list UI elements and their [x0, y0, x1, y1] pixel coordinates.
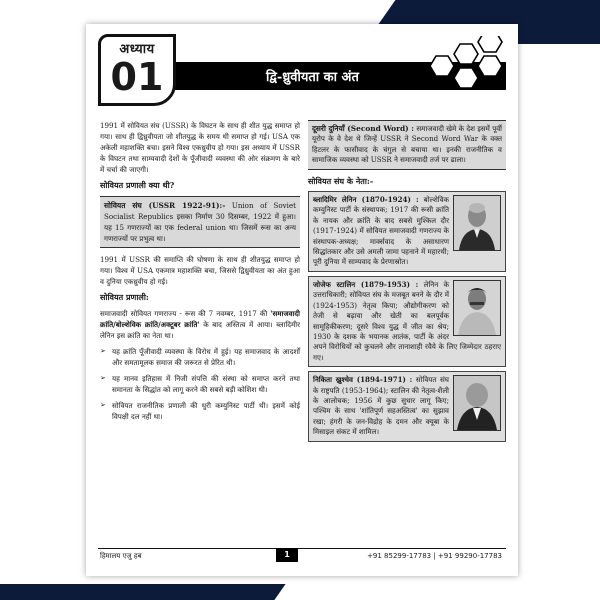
chapter-badge: [98, 34, 176, 106]
bullet-text: सोवियत राजनीतिक प्रणाली की धुरी कम्युनिस्ट पार्टी थी। इसमें कोई विपक्षी दल नहीं था।: [112, 401, 300, 421]
leader-name: निकिता ख्रुश्चेव (1894-1971) :: [313, 375, 413, 385]
ussr-box-heading: सोवियत संघ (USSR 1922-91):-: [104, 201, 226, 210]
lenin-portrait-image: [453, 195, 501, 251]
leader-description: सोवियत संघ के राष्ट्रपति (1953-1964); स्टालिन की नेतृत्व-शैली के आलोचक; 1956 में कुछ सुधार लागू किए; पश्चिम के साथ 'शांतिपूर्ण सहअस्तित्व' का सुझाव रखा; हंगरी के जन-विद्रोह के दमन और क्यूबा के मिसाइल संकट में शामिल।: [313, 375, 449, 437]
second-world-box: [308, 120, 506, 170]
arrow-bullet-icon: ➢: [100, 374, 106, 382]
hexagon-decoration-icon: [420, 36, 506, 96]
chapter-title-bar: [156, 62, 506, 90]
khrushchev-portrait-image: [453, 375, 501, 431]
section-heading-soviet-pranali: सोवियत प्रणाली:: [100, 292, 149, 302]
revolution-name: 'समाजवादी क्रांति/बोल्शेविक क्रांति/अक्टूबर क्रांति': [100, 309, 300, 329]
bullet-list: [100, 346, 300, 422]
bullet-text: यह मानव इतिहास में निजी संपत्ति की संस्था को समाप्त करने तथा समानता के सिद्धांत को लागू करने की सबसे बड़ी कोशिश थी।: [112, 374, 300, 394]
page-footer: [98, 548, 506, 563]
leader-name: ब्लादिमिर लेनिन (1870-1924) :: [313, 195, 419, 205]
leader-card-stalin: [308, 276, 506, 367]
stalin-portrait-image: [453, 280, 501, 336]
ussr-info-box: [100, 196, 300, 248]
revolution-text-c: के बाद अस्तित्व में आया। ब्लादिमीर लेनिन इस क्रांति का नेता था।: [100, 320, 300, 340]
ussr-box-text: Union of Soviet Socialist Republics इसका निर्माण 30 दिसम्बर, 1922 में हुआ। यह 15 गणराज्यों का एक federal union था। जिसमें रूस का अन्य गणराज्यों पर प्रभुत्व था।: [104, 201, 296, 243]
page-number: 1: [276, 548, 298, 562]
left-column: [100, 120, 300, 427]
corner-stripe-bottom: [0, 584, 286, 600]
chapter-word: अध्याय: [119, 42, 155, 57]
leader-description: बोल्शेविक कम्युनिस्ट पार्टी के संस्थापक; 1917 की रूसी क्रांति के नायक और क्रांति के बाद सबसे मुश्किल दौर (1917-1924) में सोवियत समाजवादी गणराज्य के संस्थापक-अध्यक्ष; मार्क्सवाद के असाधारण सिद्धांतकार और उसे अमली जामा पहनाने में महारथी; पूरी दुनिया में साम्यवाद के प्रेरणास्रोत।: [313, 195, 449, 267]
leader-name: जोजेफ स्टालिन (1879-1953) :: [313, 279, 419, 289]
document-page: [86, 24, 518, 576]
arrow-bullet-icon: ➢: [100, 401, 106, 409]
list-item: [100, 346, 300, 368]
second-world-heading: दूसरी दुनियाँ (Second Word) :: [312, 124, 415, 133]
intro-paragraph: 1991 में सोवियत संघ (USSR) के विघटन के साथ ही शीत युद्ध समाप्त हो गया। साथ ही द्विध्रुवीयता जो शीतयुद्ध के समय थी समाप्त हो गई। USA एक अकेली महाशक्ति बचा। इसने विश्व एकध्रुवीय हो गया। इस अध्याय में USSR के विघटन तथा साम्यवादी देशों के पूँजीवादी व्यवस्था की ओर संक्रमण के बारे में चर्चा की जाएगी।: [100, 121, 300, 174]
right-column: [308, 120, 506, 446]
paragraph-end-of-cold-war: 1991 में USSR की समाप्ति की घोषणा के साथ ही शीतयुद्ध समाप्त हो गया। विश्व में USA एकमात्र महाशक्ति बचा, जिससे द्विध्रुवीयता का अंत हुआ व दुनिया एकध्रुवीय हो गई।: [100, 255, 300, 286]
leader-card-lenin: [308, 191, 506, 272]
list-item: [100, 400, 300, 422]
section-heading-soviet-system: सोवियत प्रणाली क्या थी?: [100, 180, 175, 190]
leaders-heading: सोवियत संघ के नेता:-: [308, 175, 374, 186]
footer-brand: हिमालय एजु हब: [100, 552, 142, 560]
footer-phones: +91 85299-17783 | +91 99290-17783: [367, 552, 502, 560]
bullet-text: यह क्रांति पूँजीवादी व्यवस्था के विरोध में हुई। यह समाजवाद के आदर्शों और समतामूलक समाज की जरूरत से प्रेरित थी।: [112, 347, 300, 367]
leader-description: लेनिन के उत्तराधिकारी; सोवियत संघ के मजबूत बनने के दौर में (1924-1953) नेतृत्व किया; औद्योगीकरण को तेजी से बढ़ावा और खेती का बलपूर्वक सामूहिकीकरण; दूसरे विश्व युद्ध में जीत का श्रेय; 1930 के दशक के भयानक आतंक, पार्टी के अंदर अपने विरोधियों को कुचलने और तानाशाही रवैये के लिए जिम्मेदार ठहराए गए।: [313, 279, 501, 362]
leader-card-khrushchev: [308, 371, 506, 441]
chapter-title: द्वि-ध्रुवीयता का अंत: [266, 70, 359, 85]
revolution-text-a: समाजवादी सोवियत गणराज्य - रूस की 7 नवम्बर, 1917 की: [100, 309, 271, 318]
paragraph-revolution: [100, 308, 300, 341]
second-world-text: समाजवादी खेमे के देश इसमें पूर्वी यूरोप के वे देश थे जिन्हें USSR ने Second Word War के वक्त हिटलर के फासीवाद के चंगुल से बचाया था। इनकी राजनीतिक व सामाजिक व्यवस्था को USSR ने समाजवादी तर्ज पर ढाला।: [312, 124, 503, 165]
chapter-number: 01: [110, 55, 164, 99]
list-item: [100, 373, 300, 395]
arrow-bullet-icon: ➢: [100, 347, 106, 355]
